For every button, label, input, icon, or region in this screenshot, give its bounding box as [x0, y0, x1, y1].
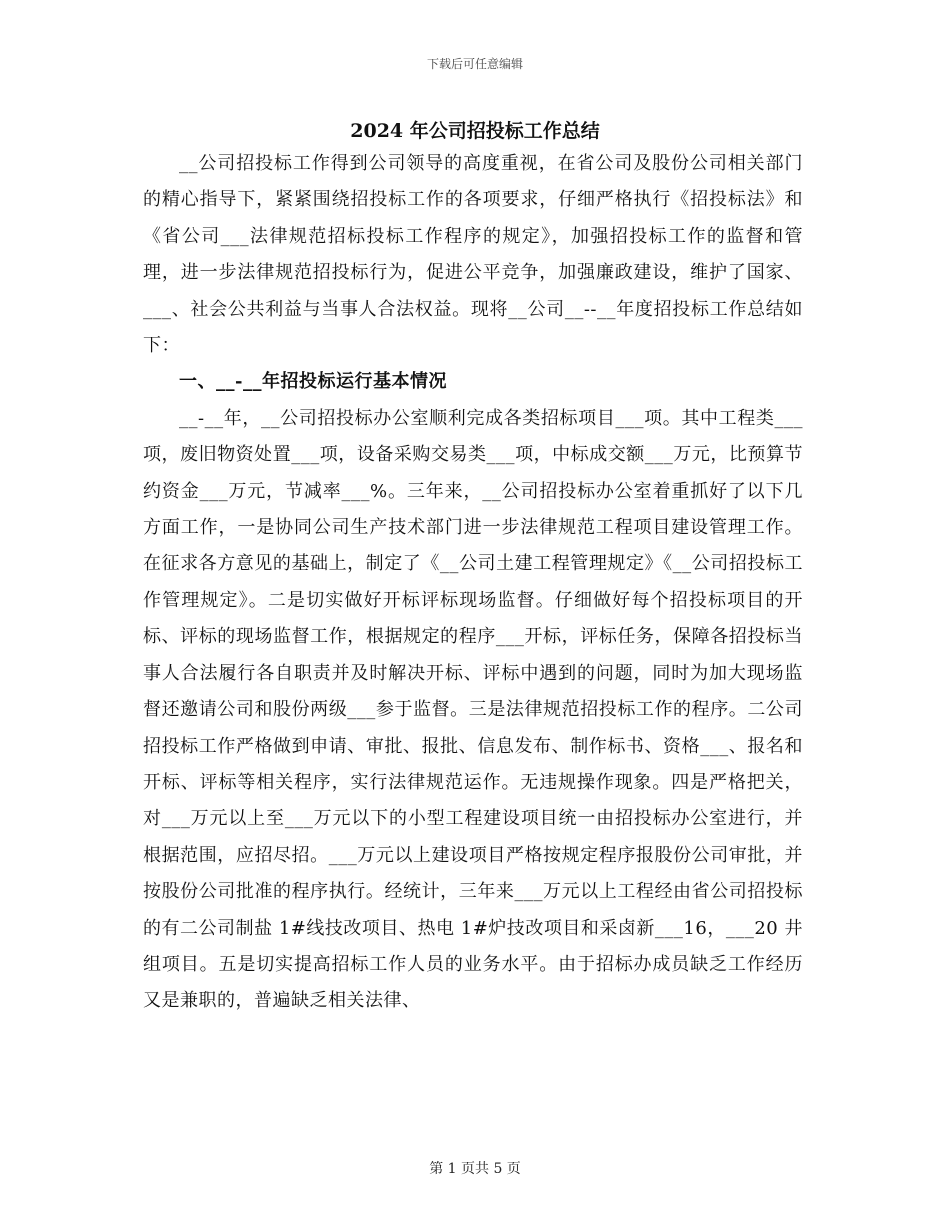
section-paragraph: __-__年，__公司招投标办公室顺利完成各类招标项目___项。其中工程类___项，废旧物资处置___项，设备采购交易类___项，中标成交额___万元，比预算节约资金___万元，节减率___%。三年来，__公司招投标办公室着重抓好了以下几方面工作，一是协同公司生产技术部门进一步法律规范工程项目建设管理工作。在征求各方意见的基础上，制定了《__公司土建工程管理规定》《__公司招投标工作管理规定》。二是切实做好开标评标现场监督。仔细做好每个招投标项目的开标、评标的现场监督工作，根据规定的程序___开标，评标任务，保障各招投标当事人合法履行各自职责并及时解决开标、评标中遇到的问题，同时为加大现场监督还邀请公司和股份两级___参于监督。三是法律规范招投标工作的程序。二公司招投标工作严格做到申请、审批、报批、信息发布、制作标书、资格___、报名和开标、评标等相关程序，实行法律规范运作。无违规操作现象。四是严格把关，对___万元以上至___万元以下的小型工程建设项目统一由招投标办公室进行，并根据范围，应招尽招。___万元以上建设项目严格按规定程序报股份公司审批，并按股份公司批准的程序执行。经统计，三年来___万元以上工程经由省公司招投标的有二公司制盐 1#线技改项目、热电 1#炉技改项目和采卤新___16，___20 井组项目。五是切实提高招标工作人员的业务水平。由于招标办成员缺乏工作经历又是兼职的，普遍缺乏相关法律、: [143, 407, 803, 1012]
section-heading: 一、__-__年招投标运行基本情况: [179, 371, 447, 393]
intro-paragraph: __公司招投标工作得到公司领导的高度重视，在省公司及股份公司相关部门的精心指导下，紧紧围绕招投标工作的各项要求，仔细严格执行《招投标法》和《省公司___法律规范招标投标工作程序的规定》，加强招投标工作的监督和管理，进一步法律规范招投标行为，促进公平竞争，加强廉政建设，维护了国家、___、社会公共利益与当事人合法权益。现将__公司__--__年度招投标工作总结如下：: [143, 153, 803, 357]
document-body: [143, 146, 803, 1020]
page-header: 下载后可任意编辑: [426, 57, 523, 71]
document-title: 2024 年公司招投标工作总结: [350, 120, 600, 142]
page-footer: 第 1 页共 5 页: [429, 1161, 521, 1177]
